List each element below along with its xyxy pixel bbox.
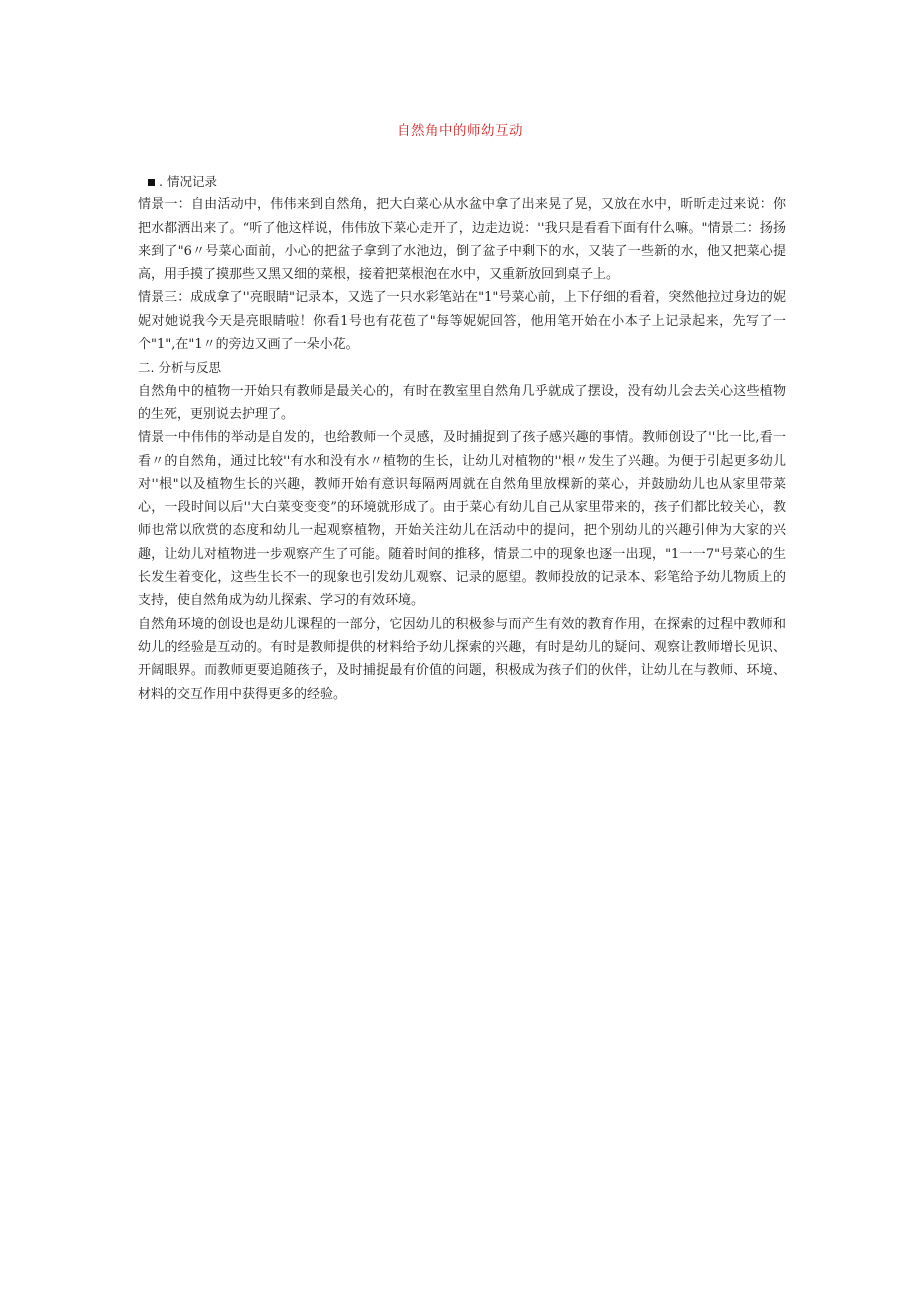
section-heading-record [138,170,786,193]
paragraph-reflection-2: 情景一中伟伟的举动是自发的，也给教师一个灵感，及时捕捉到了孩子感兴趣的事情。教师创设了''比一比,看一看〃的自然角，通过比较''有水和没有水〃植物的生长，让幼儿对植物的''根〃发生了兴趣。为便于引起更多幼儿对''根"以及植物生长的兴趣，教师开始有意识每隔两周就在自然角里放棵新的菜心，并鼓励幼儿也从家里带菜心，一段时间以后''大白菜变变变”的环境就形成了。由于菜心有幼儿自己从家里带来的，孩子们都比较关心，教师也常以欣赏的态度和幼儿一起观察植物，开始关注幼儿在活动中的提问，把个别幼儿的兴趣引伸为大家的兴趣，让幼儿对植物进一步观察产生了可能。随着时间的推移，情景二中的现象也逐一出现，"1一一7"号菜心的生长发生着变化，这些生长不一的现象也引发幼儿观察、记录的愿望。教师投放的记录本、彩笔给予幼儿物质上的支持，使自然角成为幼儿探索、学习的有效环境。 [138,430,786,609]
square-bullet-icon [148,179,155,186]
paragraph-reflection-3: 自然角环境的创设也是幼儿课程的一部分，它因幼儿的积极参与而产生有效的教育作用，在探索的过程中教师和幼儿的经验是互动的。有时是教师提供的材料给予幼儿探索的兴趣，有时是幼儿的疑问、观察让教师增长见识、开阔眼界。而教师更要追随孩子，及时捕捉最有价值的问题，积极成为孩子们的伙伴，让幼儿在与教师、环境、材料的交互作用中获得更多的经验。 [138,616,786,702]
paragraph-reflection-1: 自然角中的植物一开始只有教师是最关心的，有时在教室里自然角几乎就成了摆设，没有幼儿会去关心这些植物的生死，更别说去护理了。 [138,383,786,422]
paragraph-scene-1-2: 情景一：自由活动中，伟伟来到自然角，把大白菜心从水盆中拿了出来晃了晃，又放在水中，昕昕走过来说：你把水都洒出来了。“听了他这样说，伟伟放下菜心走开了，边走边说：''我只是看看下面有什么嘛。"情景二：扬扬来到了"6〃号菜心面前，小心的把盆子拿到了水池边，倒了盆子中剩下的水，又装了一些新的水，他又把菜心提高，用手摸了摸那些又黑又细的菜根，接着把菜根泡在水中，又重新放回到桌子上。 [138,197,786,283]
paragraph-scene-3: 情景三：成成拿了''亮眼睛"记录本，又选了一只水彩笔站在"1"号菜心前，上下仔细的看着，突然他拉过身边的妮妮对她说我今天是亮眼睛啦！你看1号也有花苞了"每等妮妮回答，他用笔开始在小本子上记录起来，先写了一个"1",在"1〃的旁边又画了一朵小花。 [138,290,786,353]
section-heading-record-text: . 情况记录 [159,174,217,189]
document-body [138,170,786,706]
section-heading-analysis: 二. 分析与反思 [138,360,221,376]
document-title: 自然角中的师幼互动 [397,123,523,139]
